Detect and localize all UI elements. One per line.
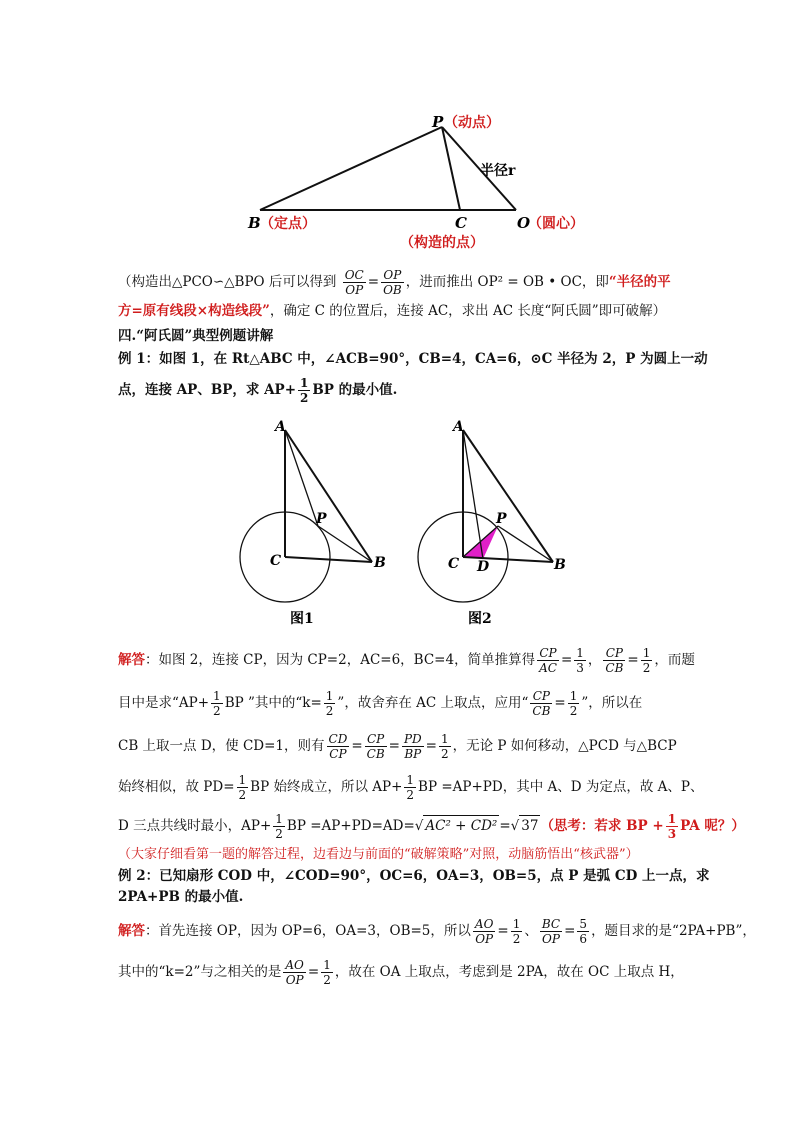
example-2-line-2: 2PA+PB 的最小值.	[118, 889, 244, 905]
fig2-label-P: P	[496, 511, 507, 527]
label-B-note: （定点）	[260, 216, 316, 232]
label-O-note: （圆心）	[528, 216, 584, 232]
solution-2-line-1: 解答：首先连接 OP，因为 OP=6，OA=3，OB=5，所以 $\frac{AO}{OP}$ = $\frac{1}{2}$ 、 $\frac{BC}{OP}$ = $\frac{5}{6}$ ，题目求的是“2PA+PB”，	[118, 917, 756, 946]
solution-1-line-3: CB 上取一点 D，使 CD=1，则有 $\frac{CD}{CP}$ = $\frac{CP}{CB}$ = $\frac{PD}{BP}$ = $\frac{1}{2}$ ，无论 P 如何移动，△PCD 与△BCP	[118, 732, 677, 761]
segment-PC	[442, 127, 460, 210]
fig2-label-B: B	[554, 557, 566, 573]
example-2-line-1: 例 2：已知扇形 COD 中，∠COD=90°，OC=6，OA=3，OB=5，点 P 是弧 CD 上一点，求	[118, 868, 710, 884]
example-1-line-1: 例 1：如图 1，在 Rt△ABC 中，∠ACB=90°，CB=4，CA=6，⊙C 半径为 2，P 为圆上一动	[118, 351, 708, 367]
explanation-line-1: （构造出△PCO∽△BPO 后可以得到 $\frac{OC}{OP}$ = $\frac{OP}{OB}$ ，进而推出 OP² = OB • OC，即“半径的平	[118, 268, 671, 297]
solution-2-line-2: 其中的“k=2”与之相关的是 $\frac{AO}{OP}$ = $\frac{1}{2}$ ，故在 OA 上取点，考虑到是 2PA，故在 OC 上取点 H，	[118, 958, 684, 987]
fig1-caption: 图1	[290, 611, 314, 627]
solution-1-line-1: 解答：如图 2，连接 CP，因为 CP=2，AC=6，BC=4，简单推算得 $\frac{CP}{AC}$ = $\frac{1}{3}$ ， $\frac{CP}{CB}$ = $\frac{1}{2}$ ，而题	[118, 646, 695, 675]
label-C: C	[455, 214, 467, 232]
fraction-OC-OP: $\frac{OC}{OP}$	[344, 268, 364, 297]
fig2-label-C: C	[448, 556, 460, 572]
solution-1-line-2: 目中是求“AP+ $\frac{1}{2}$ BP ”其中的“k= $\frac{1}{2}$ ”，故舍弃在 AC 上取点，应用“ $\frac{CP}{CB}$ = $\frac{1}{2}$ ”，所以在	[118, 689, 643, 718]
label-P: P	[432, 113, 444, 131]
segment-BP	[260, 127, 442, 210]
fraction-half: $\frac{1}{2}$	[300, 376, 309, 405]
label-C-note: （构造的点）	[400, 235, 484, 251]
figure-1	[230, 415, 400, 630]
fig2-label-A: A	[453, 419, 464, 435]
label-B: B	[248, 214, 261, 232]
fig1-label-A: A	[275, 419, 286, 435]
label-O: O	[517, 214, 531, 232]
fig2-caption: 图2	[468, 611, 492, 627]
solution-1-line-4: 始终相似，故 PD= $\frac{1}{2}$ BP 始终成立，所以 AP+ $\frac{1}{2}$ BP =AP+PD，其中 A、D 为定点，故 A、P、	[118, 773, 704, 802]
fraction-OP-OB: $\frac{OP}{OB}$	[383, 268, 402, 297]
section-heading: 四.“阿氏圆”典型例题讲解	[118, 328, 274, 344]
example-1-line-2: 点，连接 AP、BP，求 AP+ $\frac{1}{2}$ BP 的最小值.	[118, 376, 398, 405]
label-P-note: （动点）	[444, 115, 500, 131]
solution-1-line-5: D 三点共线时最小，AP+ $\frac{1}{2}$ BP =AP+PD=AD=√ AC² + CD² =√ 37 （思考：若求 BP + $\frac{1}{3}$ PA 呢？）	[118, 812, 745, 841]
fig1-label-C: C	[270, 553, 282, 569]
fig2-label-D: D	[477, 559, 490, 575]
figure-2	[410, 415, 580, 630]
explanation-line-2: 方=原有线段×构造线段”，确定 C 的位置后，连接 AC，求出 AC 长度“阿氏圆”即可破解）	[118, 303, 667, 319]
study-note: （大家仔细看第一题的解答过程，边看边与前面的“破解策略”对照，动脑筋悟出“核武器”）	[118, 847, 639, 862]
label-radius: 半径r	[480, 163, 516, 179]
fig1-label-B: B	[374, 555, 386, 571]
fig1-label-P: P	[316, 511, 327, 527]
constructed-point-diagram	[240, 105, 600, 255]
